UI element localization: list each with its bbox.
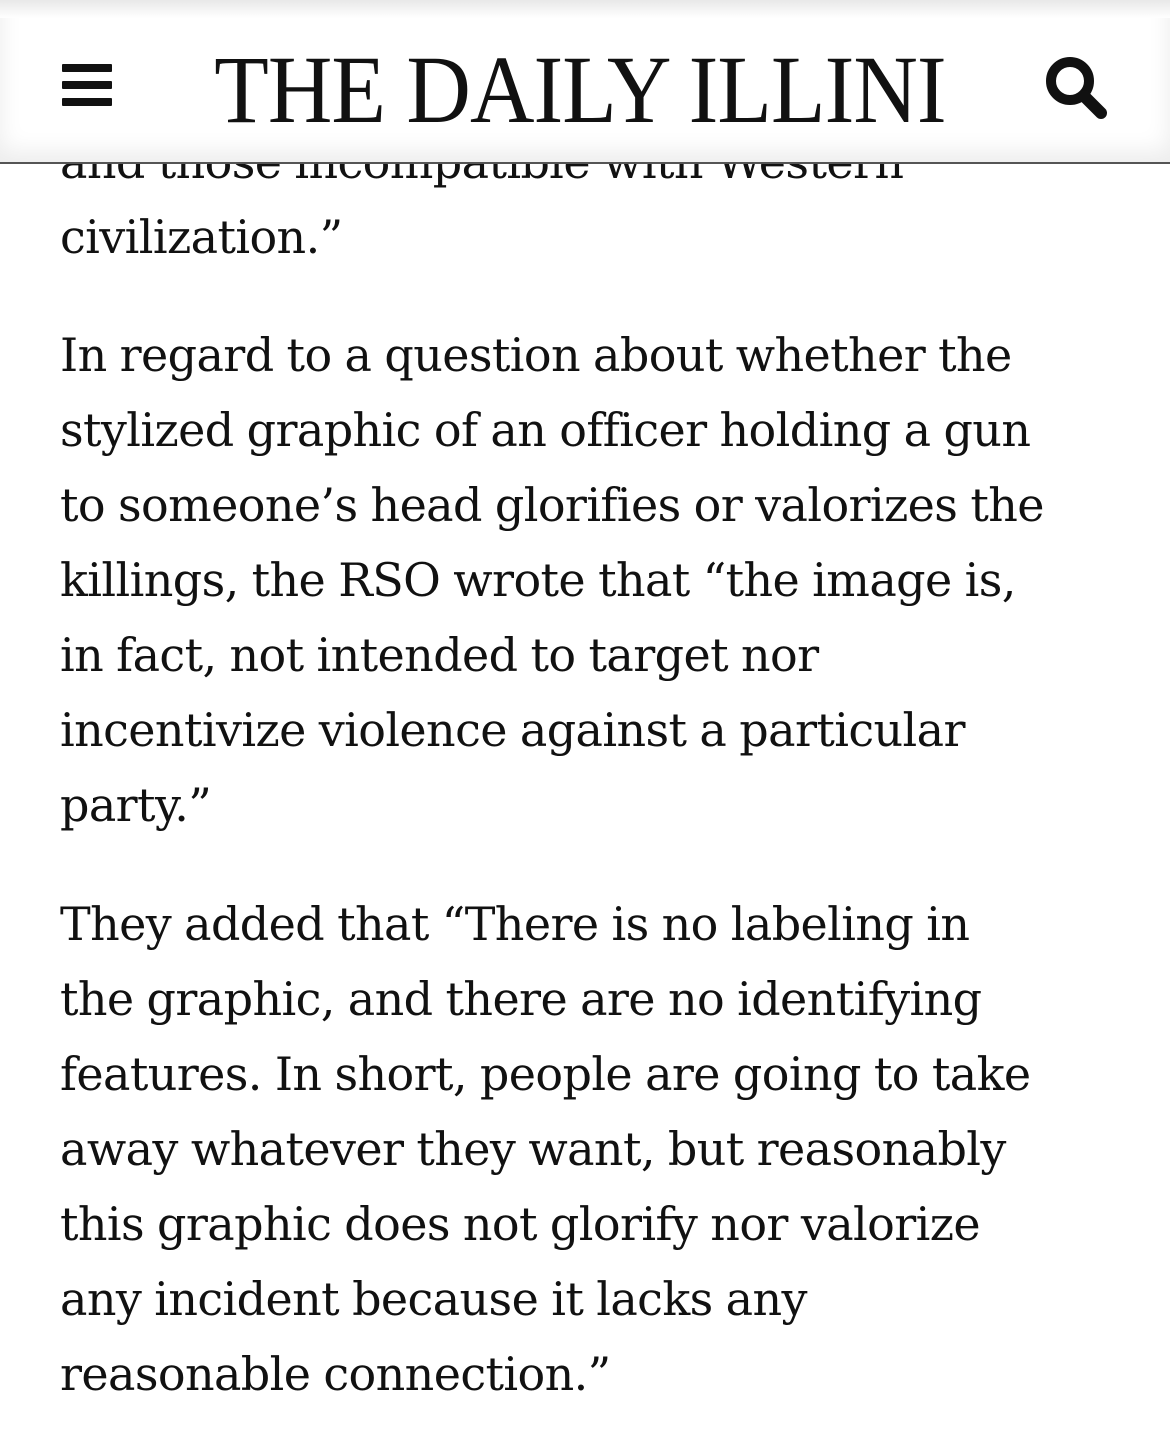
text-line: incentivize violence against a particular xyxy=(60,703,965,757)
text-line: to someone’s head glorifies or valorizes the xyxy=(60,478,1044,532)
text-line: this graphic does not glorify nor valorize xyxy=(60,1197,980,1251)
paragraph-rso-response xyxy=(60,318,1120,843)
site-logo[interactable]: THE DAILY ILLINI xyxy=(214,36,946,143)
header-shadow xyxy=(0,0,1170,18)
text-line: stylized graphic of an officer holding a gun xyxy=(60,403,1031,457)
text-line: in fact, not intended to target nor xyxy=(60,628,819,682)
search-icon-svg xyxy=(1040,52,1112,124)
text-line: any incident because it lacks any xyxy=(60,1272,807,1326)
paragraph-end-line: civilization.” xyxy=(60,210,343,264)
text-line: features. In short, people are going to take xyxy=(60,1047,1031,1101)
search-icon[interactable] xyxy=(1040,52,1112,124)
text-line: They added that “There is no labeling in xyxy=(60,897,970,951)
hamburger-menu-icon[interactable] xyxy=(58,60,116,110)
site-header xyxy=(0,0,1170,164)
text-line: party.” xyxy=(60,778,212,832)
text-line: killings, the RSO wrote that “the image is, xyxy=(60,553,1016,607)
text-line: reasonable connection.” xyxy=(60,1347,611,1401)
paragraph-rso-added xyxy=(60,887,1120,1412)
text-line: In regard to a question about whether the xyxy=(60,328,1012,382)
text-line: the graphic, and there are no identifying xyxy=(60,972,982,1026)
text-line: away whatever they want, but reasonably xyxy=(60,1122,1006,1176)
